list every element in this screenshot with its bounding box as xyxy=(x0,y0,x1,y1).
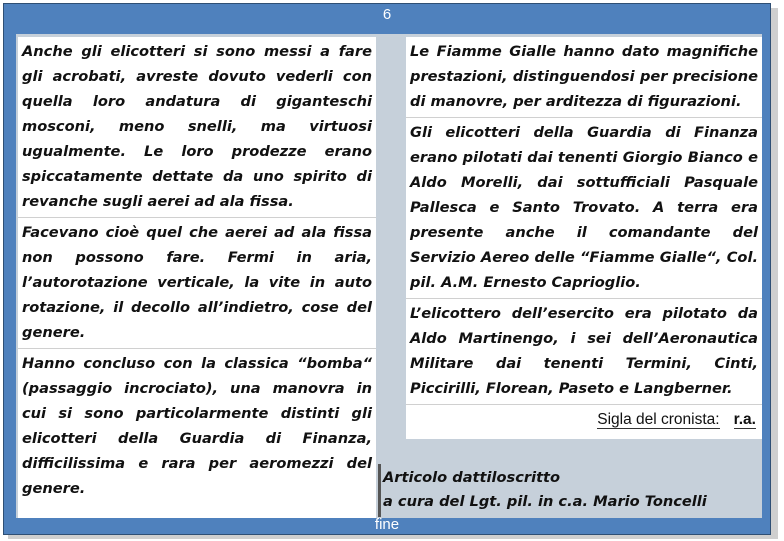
signature-label: Sigla del cronista: xyxy=(597,411,720,428)
left-column xyxy=(18,37,376,518)
paragraph: Facevano cioè quel che aerei ad ala fissa non possono fare. Fermi in aria, l’autorotazione verticale, la vite in auto rotazione, il decollo all’indietro, cose del genere. xyxy=(18,218,376,349)
paragraph: Le Fiamme Gialle hanno dato magnifiche prestazioni, distinguendosi per precisione di manovre, per arditezza di figurazioni. xyxy=(406,37,762,118)
paragraph: Anche gli elicotteri si sono messi a fare gli acrobati, avreste dovuto vederli con quella loro andatura di giganteschi mosconi, meno snelli, ma virtuosi ugualmente. Le loro prodezze erano spiccatamente dettate da uno spirito di revanche sugli aerei ad ala fissa. xyxy=(18,37,376,218)
paragraph: L’elicottero dell’esercito era pilotato da Aldo Martinengo, i sei dell’Aeronautica Militare dai tenenti Termini, Cinti, Piccirilli, Florean, Paseto e Langberner. xyxy=(406,299,762,405)
credit-line: a cura del Lgt. pil. in c.a. Mario Toncelli xyxy=(383,493,707,510)
content-area xyxy=(16,34,762,518)
credit-line: Articolo dattiloscritto xyxy=(383,469,561,486)
page-number: 6 xyxy=(382,6,392,23)
reporter-signature xyxy=(406,405,762,432)
footer-label: fine xyxy=(374,516,400,533)
right-column xyxy=(406,37,762,439)
page-frame xyxy=(3,3,771,535)
article-credit xyxy=(378,464,762,517)
paragraph: Hanno concluso con la classica “bomba“ (passaggio incrociato), una manovra in cui si sono particolarmente distinti gli elicotteri della Guardia di Finanza, difficilissima e rara per aeromezzi del genere. xyxy=(22,355,372,497)
signature-initials: r.a. xyxy=(733,411,756,428)
paragraph: Gli elicotteri della Guardia di Finanza erano pilotati dai tenenti Giorgio Bianco e Aldo Morelli, dai sottufficiali Pasquale Pallesca e Santo Trovato. A terra era presente anche il comandante del Servizio Aereo delle “Fiamme Gialle“, Col. pil. A.M. Ernesto Caprioglio. xyxy=(406,118,762,299)
